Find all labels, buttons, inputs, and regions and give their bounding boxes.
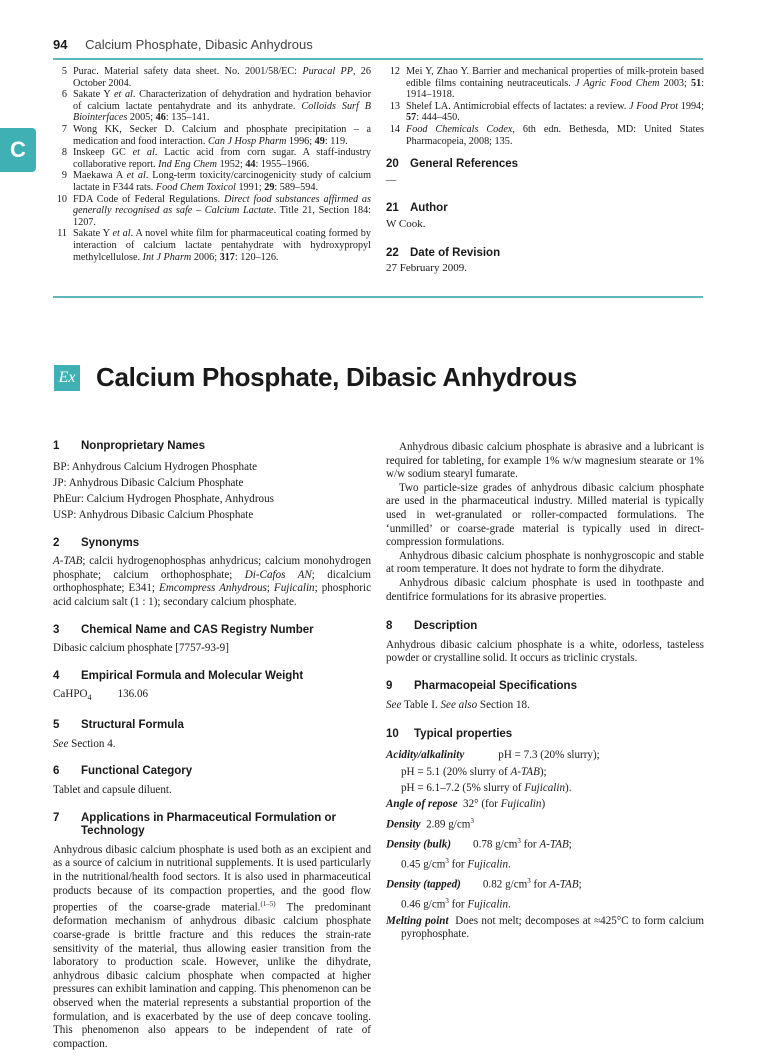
section-3: [53, 624, 371, 656]
reference-text-run: J Food Prot: [629, 100, 679, 112]
structural-ref: Section 4.: [68, 737, 116, 750]
reference-number: 14: [389, 123, 400, 135]
reference-text-run: Colloids Surf B Biointerfaces: [73, 100, 371, 124]
cube-sup: 3: [470, 816, 474, 825]
ph2-pre: pH = 5.1 (20% slurry of: [401, 765, 511, 778]
name-usp: USP: Anhydrous Dibasic Calcium Phosphate: [53, 508, 254, 521]
density-label: Density: [386, 818, 421, 831]
reference-item: [53, 66, 371, 89]
citation: (1–5): [260, 900, 276, 909]
revision-text: 27 February 2009.: [386, 262, 467, 275]
s9-heading: Pharmacopeial Specifications: [414, 679, 577, 692]
applications-para-4: Anhydrous dibasic calcium phosphate is nonhygroscopic and stable at room temperature. It does not hydrate to form the dihydrate.: [386, 549, 704, 576]
section-ref: Section 18.: [477, 698, 530, 711]
density-value: 2.89 g/cm: [426, 818, 471, 831]
author-heading: Author: [410, 202, 448, 215]
melting-label: Melting point: [386, 914, 449, 927]
left-column: [53, 440, 371, 1061]
reference-text-run: , 26 October 2004.: [73, 66, 371, 89]
tapped-end: ;: [578, 878, 582, 891]
description-text: Anhydrous dibasic calcium phosphate is a white, odorless, tasteless powder or crystalline solid. It occurs as triclinic crystals.: [386, 638, 704, 665]
cube-sup: 3: [527, 876, 531, 885]
synonym-run: Di-Cafos AN: [244, 568, 312, 581]
reference-text-run: Shelef LA. Antimicrobial effects of lactates: a review.: [406, 100, 630, 112]
ph-value-1: pH = 7.3 (20% slurry);: [498, 749, 600, 762]
reference-text-run: 57: [406, 112, 417, 124]
reference-text-run: 49: [314, 135, 325, 147]
angle-value: 32°: [463, 798, 479, 811]
running-title: Calcium Phosphate, Dibasic Anhydrous: [85, 37, 313, 52]
reference-text-run: . Characterization of dehydration and hydration behavior of calcium lactate pentahydrate and its anhydrate.: [73, 89, 372, 112]
section-10: [386, 726, 704, 942]
reference-text-run: 29: [264, 181, 275, 193]
bulk-i: A-TAB: [539, 838, 569, 851]
reference-text-run: Maekawa A: [73, 170, 127, 182]
reference-number: 8: [61, 147, 67, 159]
reference-text-run: Purac. Material safety data sheet. No. 2001/58/EC:: [73, 66, 303, 77]
s3-number: 3: [53, 623, 60, 636]
section-7: [53, 812, 371, 1052]
bulk2-i: Fujicalin: [467, 858, 509, 871]
section-5: [53, 719, 371, 751]
s8-heading: Description: [414, 620, 478, 633]
see-table: See: [386, 698, 402, 711]
reference-text-run: 46: [155, 112, 166, 124]
section-6: [53, 765, 371, 797]
app-para1a: Anhydrous dibasic calcium phosphate is used both as an excipient and as a source of calcium in nutritional supplements. It is used particularly in the nutritional/health food sectors. It is also used in pharmaceutical products because of its compaction properties, and the good flow properties of the coarse-grade material.: [53, 843, 371, 914]
reference-text-run: Sakate Y: [73, 89, 114, 101]
reference-text-run: . A novel white film for pharmaceutical coating formed by interaction of calcium lactate pentahydrate with hydroxypropyl methylcellulose.: [73, 228, 371, 263]
s5-heading: Structural Formula: [81, 719, 184, 732]
reference-text-run: 51: [690, 77, 702, 89]
page-number: 94: [53, 37, 68, 52]
reference-number: 7: [61, 123, 67, 135]
reference-item: [386, 124, 704, 147]
reference-item: [53, 170, 371, 193]
synonyms-text: [53, 555, 371, 609]
reference-number: 13: [389, 100, 400, 112]
reference-text-run: et al: [114, 89, 133, 101]
table-ref: Table I.: [401, 698, 441, 711]
acidity-label: Acidity/alkalinity: [386, 749, 465, 762]
excipient-icon: Ex: [54, 365, 80, 391]
references-right: [386, 66, 704, 275]
ph-row-3: [386, 780, 704, 796]
reference-number: 12: [389, 66, 400, 77]
bulk2-end: .: [508, 858, 511, 871]
tapped2-for: for: [448, 898, 468, 911]
reference-text-run: , 6th edn. Bethesda, MD: United States Pharmacopeia, 2008; 135.: [406, 123, 704, 147]
applications-para-1: [53, 844, 371, 1052]
section-1: [53, 440, 371, 523]
pharmacopeial-text: [386, 699, 704, 713]
reference-text-run: : 135–141.: [165, 112, 210, 124]
see-also: See also: [440, 698, 478, 711]
bulk-end: ;: [568, 838, 572, 851]
gen-ref-number: 20: [386, 158, 399, 171]
gen-ref-text: —: [386, 174, 397, 186]
applications-para-3: Two particle-size grades of anhydrous dibasic calcium phosphate are used in the pharmaceutical industry. Milled material is typically used in wet-granulated or roller-compacted formulations. The ‘unmilled’ or coarse-grade material is typically used in direct-compression formulations.: [386, 481, 704, 549]
functional-text: Tablet and capsule diluent.: [53, 783, 172, 796]
synonym-run: Fujicalin: [273, 582, 315, 595]
s2-number: 2: [53, 536, 60, 549]
revision-number: 22: [386, 246, 399, 259]
reference-text-run: : 120–126.: [234, 251, 279, 263]
reference-text-run: FDA Code of Federal Regulations.: [73, 193, 224, 205]
reference-text-run: 1994;: [678, 100, 704, 112]
revision-heading: Date of Revision: [410, 246, 501, 259]
gen-ref-heading: General References: [410, 158, 519, 171]
synonym-run: ; dicalcium orthophosphate; E341;: [53, 568, 371, 595]
tapped-for: for: [530, 878, 550, 891]
reference-number: 6: [61, 89, 67, 101]
bulk-row: [386, 833, 704, 853]
s6-heading: Functional Category: [81, 765, 193, 778]
melting-text: Does not melt; decomposes at ≈425°C to form calcium pyrophosphate.: [401, 914, 705, 941]
reference-text-run: Food Chemicals Codex: [406, 123, 513, 135]
structural-text: [53, 738, 371, 752]
name-pheur: PhEur: Calcium Hydrogen Phosphate, Anhydrous: [53, 492, 274, 505]
formula-line: [53, 688, 371, 705]
reference-text-run: et al: [132, 147, 155, 159]
applications-para-5: Anhydrous dibasic calcium phosphate is used in toothpaste and dentifrice formulations for its abrasive properties.: [386, 576, 704, 603]
tapped-row-2: [386, 893, 704, 913]
author-number: 21: [386, 202, 399, 215]
reference-number: 9: [61, 170, 67, 182]
synonym-run: ;: [266, 582, 274, 595]
name-jp: JP: Anhydrous Dibasic Calcium Phosphate: [53, 476, 244, 489]
angle-post: ): [541, 798, 546, 811]
ph2-i: A-TAB: [510, 765, 540, 778]
cube-sup: 3: [517, 836, 521, 845]
reference-text-run: : 119.: [324, 135, 348, 147]
reference-text-run: : 589–594.: [274, 181, 318, 193]
cube-sup: 3: [445, 856, 449, 865]
reference-text-run: . Title 21, Section 184: 1207.: [73, 205, 371, 228]
ph3-i: Fujicalin: [524, 781, 566, 794]
angle-label: Angle of repose: [386, 798, 458, 811]
reference-item: [386, 66, 704, 101]
formula-subscript: 4: [87, 693, 92, 703]
reference-item: [53, 124, 371, 147]
bulk2-value: 0.45 g/cm: [401, 858, 446, 871]
s7-heading: Applications in Pharmaceutical Formulation or Technology: [81, 811, 336, 838]
reference-item: [53, 147, 371, 170]
angle-pre: (for: [478, 798, 501, 811]
angle-i: Fujicalin: [500, 798, 542, 811]
reference-text-run: Puracal PP: [302, 66, 353, 77]
s2-heading: Synonyms: [81, 536, 140, 549]
reference-text-run: 1996;: [286, 135, 315, 147]
s1-heading: Nonproprietary Names: [81, 440, 205, 452]
s10-heading: Typical properties: [414, 728, 513, 741]
synonym-run: A-TAB: [53, 555, 83, 568]
reference-text-run: J Agric Food Chem: [574, 77, 660, 89]
bulk-for: for: [520, 838, 540, 851]
section-9: [386, 680, 704, 712]
section-2: [53, 537, 371, 610]
reference-text-run: Food Chem Toxicol: [155, 181, 236, 193]
angle-row: [386, 796, 704, 812]
s4-heading: Empirical Formula and Molecular Weight: [81, 669, 304, 682]
bulk-row-2: [386, 853, 704, 873]
tapped2-i: Fujicalin: [467, 898, 509, 911]
reference-number: 5: [61, 66, 67, 77]
reference-text-run: Mei Y, Zhao Y. Barrier and mechanical properties of milk-protein based edible films containing neutraceuticals.: [406, 66, 704, 89]
bulk2-for: for: [448, 858, 468, 871]
section-divider: [53, 296, 703, 298]
see-label: See: [53, 737, 69, 750]
reference-text-run: 1952;: [217, 158, 246, 170]
general-references: [386, 159, 704, 186]
melting-row: [386, 915, 704, 942]
reference-item: [53, 194, 371, 229]
s5-number: 5: [53, 719, 60, 732]
reference-text-run: Int J Pharm: [142, 251, 192, 263]
reference-text-run: Wong KK, Secker D. Calcium and phosphate precipitation – a medication and food interaction.: [73, 123, 371, 147]
cas-text: Dibasic calcium phosphate [7757-93-9]: [53, 642, 229, 655]
reference-text-run: et al: [112, 228, 131, 240]
reference-text-run: . Lactic acid from corn sugar. A staff-industry collaborative report.: [73, 147, 371, 170]
s4-number: 4: [53, 669, 60, 682]
cube-sup: 3: [445, 896, 449, 905]
reference-number: 11: [57, 228, 67, 240]
tapped2-end: .: [508, 898, 511, 911]
reference-text-run: Sakate Y: [73, 228, 113, 240]
s3-heading: Chemical Name and CAS Registry Number: [81, 623, 314, 636]
reference-text-run: : 1914–1918.: [406, 77, 704, 101]
reference-item: [386, 101, 704, 124]
applications-para-2: Anhydrous dibasic calcium phosphate is abrasive and a lubricant is required for tableting, for example 1% w/w magnesium stearate or 1% w/w sodium stearyl fumarate.: [386, 441, 704, 481]
tapped-i: A-TAB: [549, 878, 579, 891]
tapped2-value: 0.46 g/cm: [401, 898, 446, 911]
author-text: W Cook.: [386, 217, 426, 230]
reference-text-run: 2005;: [127, 112, 156, 124]
reference-text-run: 317: [219, 251, 235, 263]
reference-text-run: 2003;: [659, 77, 691, 89]
reference-number: 10: [56, 193, 67, 205]
tapped-row: [386, 873, 704, 893]
reference-text-run: 1991;: [235, 181, 265, 193]
bulk-value: 0.78 g/cm: [473, 838, 518, 851]
reference-text-run: Can J Hosp Pharm: [207, 135, 287, 147]
reference-item: [53, 228, 371, 263]
section-4: [53, 670, 371, 705]
header-rule: [53, 58, 703, 60]
molecular-weight: 136.06: [117, 688, 149, 701]
reference-text-run: Direct food substances affirmed as generally recognised as safe – Calcium Lactate: [73, 193, 371, 217]
monograph-title: Calcium Phosphate, Dibasic Anhydrous: [96, 362, 577, 392]
synonym-run: Emcompress Anhydrous: [159, 582, 267, 595]
ph-row-2: [386, 764, 704, 780]
density-row: [386, 813, 704, 833]
tapped-value: 0.82 g/cm: [482, 878, 528, 891]
s9-number: 9: [386, 679, 393, 692]
ph3-post: ).: [565, 781, 572, 794]
author-section: [386, 203, 704, 230]
synonym-run: ; phosphoric acid calcium salt (1 : 1); secondary calcium phosphate.: [53, 582, 372, 608]
app-para1b: The predominant deformation mechanism of anhydrous dibasic calcium phosphate coarse-grade is brittle fracture and this reduces the strain-rate sensitivity of the material, thus allowing easier transition from the laboratory to production scale. However, unlike the dihydrate, anhydrous dibasic calcium phosphate when compacted at higher pressures can exhibit lamination and capping. This phenomenon can be observed when the material represents a substantial proportion of the formulation, and is exacerbated by the use of deep concave tooling. This phenomenon also appears to be independent of rate of compaction.: [53, 901, 371, 1050]
section-tab-c: C: [0, 128, 36, 172]
acidity-row: [386, 747, 704, 763]
reference-text-run: Inskeep GC: [73, 147, 133, 159]
bulk-label: Density (bulk): [386, 838, 452, 851]
reference-text-run: . Long-term toxicity/carcinogenicity study of calcium lactate in F344 rats.: [73, 170, 372, 193]
s7-number: 7: [53, 811, 60, 824]
formula-main: CaHPO: [53, 688, 88, 701]
s6-number: 6: [53, 765, 60, 778]
s1-number: 1: [53, 440, 60, 452]
right-column: [386, 441, 704, 952]
tapped-label: Density (tapped): [386, 878, 461, 891]
running-header: [53, 37, 313, 52]
reference-text-run: : 1955–1966.: [255, 158, 310, 170]
reference-text-run: : 444–450.: [416, 112, 460, 124]
revision-section: [386, 248, 704, 275]
reference-text-run: 44: [245, 158, 256, 170]
synonym-run: ; calcii hydrogenophosphas anhydricus; calcium monohydrogen phosphate; calcium orthophosphate;: [53, 555, 371, 581]
reference-text-run: Ind Eng Chem: [158, 158, 218, 170]
references-left: [53, 66, 371, 263]
ph2-post: );: [539, 765, 547, 778]
s10-number: 10: [386, 728, 399, 741]
reference-text-run: et al: [126, 170, 146, 182]
reference-item: [53, 89, 371, 124]
section-8: [386, 620, 704, 666]
s8-number: 8: [386, 620, 393, 633]
name-bp: BP: Anhydrous Calcium Hydrogen Phosphate: [53, 460, 257, 473]
reference-text-run: 2006;: [191, 251, 220, 263]
ph3-pre: pH = 6.1–7.2 (5% slurry of: [401, 781, 525, 794]
